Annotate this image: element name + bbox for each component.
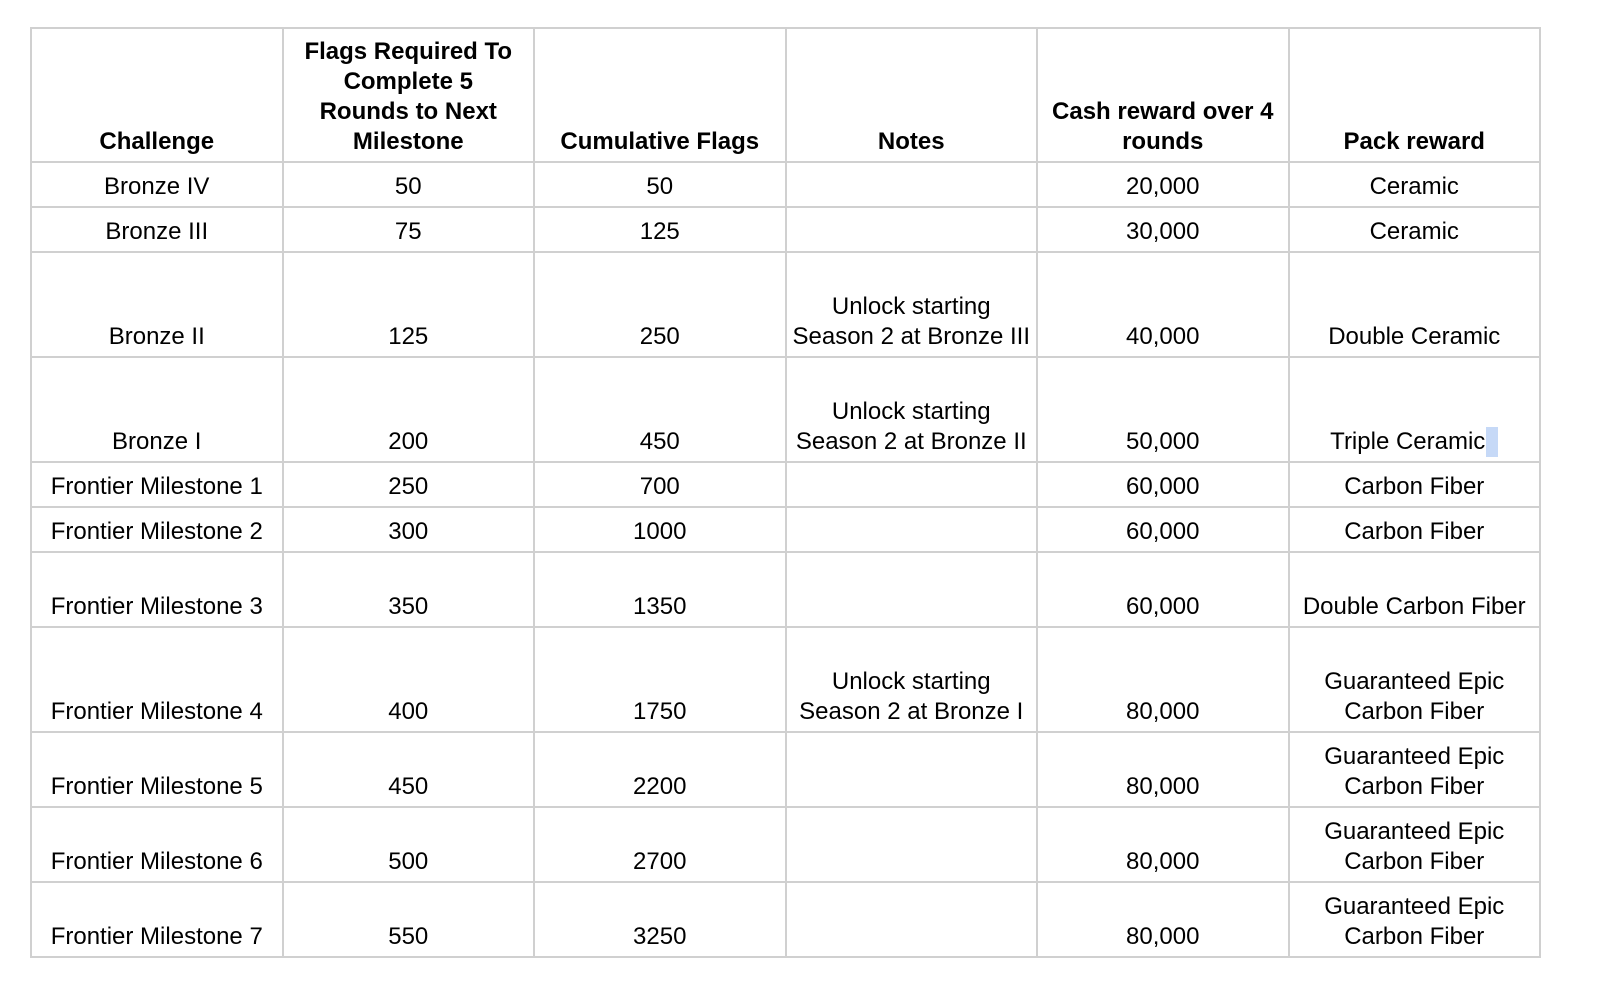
cell-text: 60,000 (1126, 473, 1200, 500)
cell-text: Frontier Milestone 1 (50, 473, 263, 500)
cell-flags-required[interactable] (283, 462, 535, 507)
cell-text: 125 (639, 218, 680, 245)
cell-text: Carbon Fiber (1344, 473, 1485, 500)
cell-notes[interactable] (786, 807, 1038, 882)
cell-text: Guaranteed Epic Carbon Fiber (1324, 818, 1505, 875)
cell-notes[interactable] (786, 252, 1038, 357)
cell-text: Ceramic (1369, 218, 1459, 245)
cell-cumulative-flags[interactable] (534, 162, 786, 207)
table-row (31, 807, 1540, 882)
cell-cumulative-flags[interactable] (534, 207, 786, 252)
cell-cash-reward[interactable] (1037, 807, 1289, 882)
cell-notes[interactable] (786, 462, 1038, 507)
table-row (31, 732, 1540, 807)
cell-text: 80,000 (1126, 698, 1200, 725)
cell-text: 50 (646, 173, 674, 200)
cell-text: 450 (388, 773, 429, 800)
cell-text: 550 (388, 923, 429, 950)
cell-text: Bronze III (105, 218, 209, 245)
cell-text: Guaranteed Epic Carbon Fiber (1324, 743, 1505, 800)
cell-cumulative-flags[interactable] (534, 627, 786, 732)
rewards-table (30, 27, 1541, 958)
header-challenge[interactable]: Challenge (31, 28, 283, 162)
cell-text: Bronze II (108, 323, 205, 350)
cell-cash-reward[interactable] (1037, 627, 1289, 732)
cell-challenge[interactable] (31, 627, 283, 732)
cell-text: Frontier Milestone 6 (50, 848, 263, 875)
cell-cash-reward[interactable] (1037, 552, 1289, 627)
cell-cash-reward[interactable] (1037, 207, 1289, 252)
cell-text: 60,000 (1126, 593, 1200, 620)
cell-text: Frontier Milestone 4 (50, 698, 263, 725)
cell-challenge[interactable] (31, 252, 283, 357)
cell-text: Bronze I (112, 428, 202, 455)
cell-notes[interactable] (786, 207, 1038, 252)
cell-flags-required[interactable] (283, 162, 535, 207)
table-row (31, 882, 1540, 957)
table-row (31, 627, 1540, 732)
cell-flags-required[interactable] (283, 627, 535, 732)
cell-text: Ceramic (1369, 173, 1459, 200)
cell-text: 300 (388, 518, 429, 545)
cell-text: 350 (388, 593, 429, 620)
cell-cash-reward[interactable] (1037, 252, 1289, 357)
cell-text: Guaranteed Epic Carbon Fiber (1324, 668, 1505, 725)
cell-text: 80,000 (1126, 923, 1200, 950)
cell-flags-required[interactable] (283, 252, 535, 357)
cell-text: 700 (639, 473, 680, 500)
text-cursor-selection (1486, 427, 1498, 457)
header-notes[interactable]: Notes (786, 28, 1038, 162)
cell-challenge[interactable] (31, 162, 283, 207)
cell-notes[interactable] (786, 882, 1038, 957)
header-row (31, 28, 1540, 162)
cell-challenge[interactable] (31, 507, 283, 552)
cell-text: Double Ceramic (1328, 323, 1501, 350)
cell-cash-reward[interactable] (1037, 507, 1289, 552)
cell-pack-reward[interactable] (1289, 627, 1541, 732)
header-flags-required[interactable]: Flags Required To Complete 5 Rounds to Next Milestone (283, 28, 535, 162)
cell-flags-required[interactable] (283, 207, 535, 252)
cell-text: 500 (388, 848, 429, 875)
cell-notes[interactable] (786, 357, 1038, 462)
cell-text: 50 (394, 173, 422, 200)
cell-challenge[interactable] (31, 882, 283, 957)
cell-text: Unlock starting Season 2 at Bronze III (792, 293, 1030, 350)
cell-text: Unlock starting Season 2 at Bronze II (795, 398, 1027, 455)
cell-pack-reward[interactable] (1289, 462, 1541, 507)
table-row (31, 252, 1540, 357)
cell-pack-reward[interactable] (1289, 162, 1541, 207)
cell-text: 1000 (633, 518, 687, 545)
cell-text: 75 (394, 218, 422, 245)
cell-text: Frontier Milestone 7 (50, 923, 263, 950)
cell-text: 250 (388, 473, 429, 500)
cell-cash-reward[interactable] (1037, 357, 1289, 462)
cell-text: 2200 (633, 773, 687, 800)
cell-text: 1350 (633, 593, 687, 620)
cell-pack-reward[interactable] (1289, 252, 1541, 357)
cell-cumulative-flags[interactable] (534, 507, 786, 552)
header-cash-reward[interactable]: Cash reward over 4 rounds (1037, 28, 1289, 162)
cell-pack-reward[interactable] (1289, 357, 1541, 462)
cell-notes[interactable] (786, 507, 1038, 552)
cell-notes[interactable] (786, 627, 1038, 732)
cell-cumulative-flags[interactable] (534, 252, 786, 357)
cell-text: 250 (639, 323, 680, 350)
cell-text: Double Carbon Fiber (1302, 593, 1526, 620)
table-row (31, 462, 1540, 507)
cell-pack-reward[interactable] (1289, 732, 1541, 807)
cell-notes[interactable] (786, 552, 1038, 627)
cell-flags-required[interactable] (283, 507, 535, 552)
cell-text: Bronze IV (104, 173, 210, 200)
table-row (31, 552, 1540, 627)
cell-text: 1750 (633, 698, 687, 725)
cell-pack-reward[interactable] (1289, 552, 1541, 627)
cell-text: Frontier Milestone 5 (50, 773, 263, 800)
cell-challenge[interactable] (31, 462, 283, 507)
cell-challenge[interactable] (31, 207, 283, 252)
table-row (31, 162, 1540, 207)
cell-text: Frontier Milestone 2 (50, 518, 263, 545)
cell-cash-reward[interactable] (1037, 162, 1289, 207)
cell-cumulative-flags[interactable] (534, 357, 786, 462)
cell-cumulative-flags[interactable] (534, 807, 786, 882)
cell-flags-required[interactable] (283, 552, 535, 627)
cell-pack-reward[interactable] (1289, 507, 1541, 552)
cell-cumulative-flags[interactable] (534, 552, 786, 627)
cell-flags-required[interactable] (283, 357, 535, 462)
cell-text: 450 (639, 428, 680, 455)
cell-cumulative-flags[interactable] (534, 882, 786, 957)
cell-cash-reward[interactable] (1037, 882, 1289, 957)
cell-challenge[interactable] (31, 357, 283, 462)
cell-challenge[interactable] (31, 552, 283, 627)
table-row (31, 357, 1540, 462)
cell-flags-required[interactable] (283, 882, 535, 957)
header-pack-reward[interactable]: Pack reward (1289, 28, 1541, 162)
cell-text: 40,000 (1126, 323, 1200, 350)
cell-text: 400 (388, 698, 429, 725)
cell-notes[interactable] (786, 162, 1038, 207)
table-row (31, 207, 1540, 252)
cell-cash-reward[interactable] (1037, 462, 1289, 507)
cell-pack-reward[interactable] (1289, 807, 1541, 882)
cell-text: Unlock starting Season 2 at Bronze I (799, 668, 1024, 725)
cell-text: Guaranteed Epic Carbon Fiber (1324, 893, 1505, 950)
cell-pack-reward[interactable] (1289, 882, 1541, 957)
cell-text: Triple Ceramic (1330, 428, 1486, 455)
cell-flags-required[interactable] (283, 807, 535, 882)
cell-text: 200 (388, 428, 429, 455)
cell-text: 50,000 (1126, 428, 1200, 455)
cell-cumulative-flags[interactable] (534, 732, 786, 807)
cell-text: 2700 (633, 848, 687, 875)
cell-text: 30,000 (1126, 218, 1200, 245)
cell-challenge[interactable] (31, 732, 283, 807)
cell-text: 3250 (633, 923, 687, 950)
header-cumulative-flags[interactable]: Cumulative Flags (534, 28, 786, 162)
cell-cash-reward[interactable] (1037, 732, 1289, 807)
table-row (31, 507, 1540, 552)
cell-text: 20,000 (1126, 173, 1200, 200)
cell-text: 125 (388, 323, 429, 350)
cell-notes[interactable] (786, 732, 1038, 807)
cell-text: 60,000 (1126, 518, 1200, 545)
cell-cumulative-flags[interactable] (534, 462, 786, 507)
cell-flags-required[interactable] (283, 732, 535, 807)
cell-pack-reward[interactable] (1289, 207, 1541, 252)
cell-text: Frontier Milestone 3 (50, 593, 263, 620)
cell-text: 80,000 (1126, 773, 1200, 800)
cell-text: 80,000 (1126, 848, 1200, 875)
cell-challenge[interactable] (31, 807, 283, 882)
cell-text: Carbon Fiber (1344, 518, 1485, 545)
